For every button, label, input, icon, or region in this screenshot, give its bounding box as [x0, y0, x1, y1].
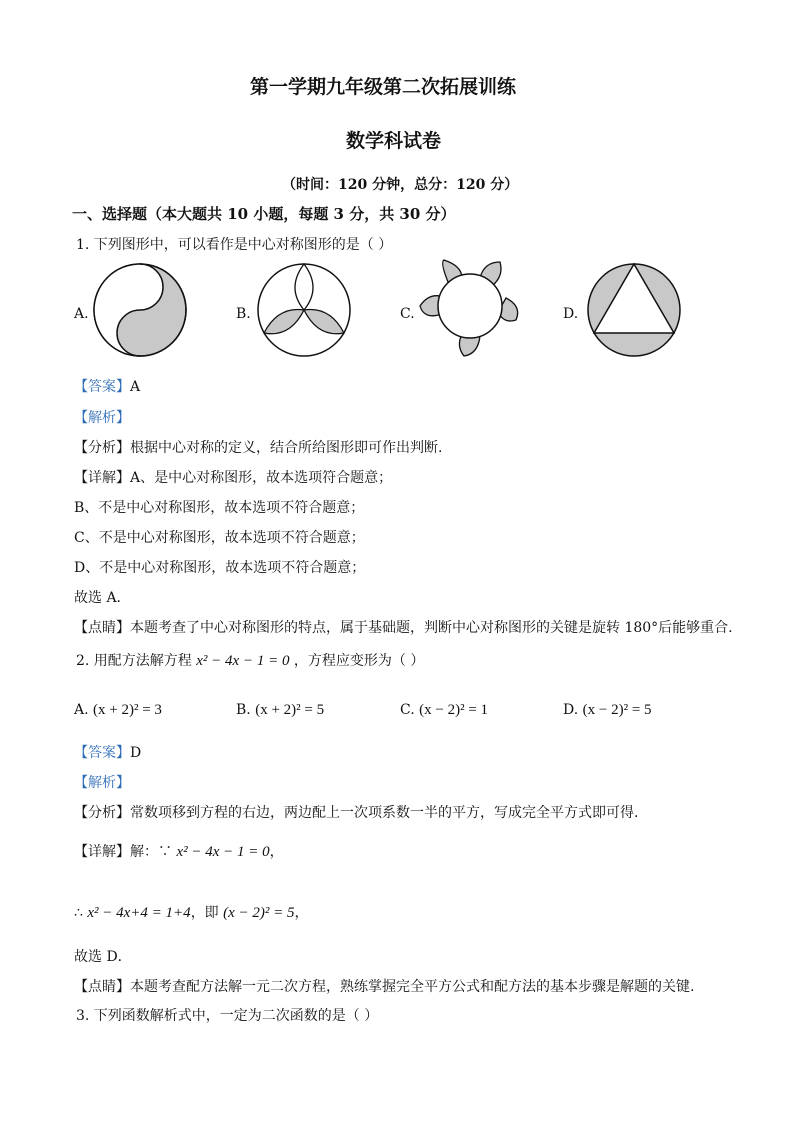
q1-figure-d	[586, 262, 682, 358]
q1-analysis-tag: 【解析】	[74, 410, 130, 426]
option-expr: (x + 2)² = 5	[255, 702, 325, 718]
detail-tag: 【详解】	[74, 470, 130, 486]
detail-equation: x² − 4x − 1 = 0	[176, 844, 270, 860]
q2-comment	[74, 976, 694, 996]
question-1-stem: 1. 下列图形中，可以看作是中心对称图形的是（ ）	[76, 237, 393, 253]
question-3-stem: 3. 下列函数解析式中，一定为二次函数的是（ ）	[76, 1008, 379, 1024]
detail-pre: 解：∵	[130, 844, 172, 860]
q1-detail-line-1	[74, 467, 392, 487]
q2-option-c	[400, 702, 488, 719]
comment-tag: 【点睛】	[74, 979, 130, 995]
option-expr: (x + 2)² = 3	[93, 702, 162, 718]
q2-conclusion: 故选 D．	[74, 949, 132, 965]
q1-detail-line-3: C、不是中心对称图形，故本选项不符合题意；	[74, 530, 365, 546]
q1-fenxi	[74, 437, 442, 457]
q1-option-c-label: C.	[400, 306, 415, 322]
detail-post: ，	[269, 844, 284, 860]
fenxi-tag: 【分析】	[74, 440, 130, 456]
q2-stem-pre: 2. 用配方法解方程	[76, 653, 192, 669]
comment-text: 本题考查了中心对称图形的特点，属于基础题，判断中心对称图形的关键是旋转 180°后能够重合.	[130, 620, 733, 636]
option-expr: (x − 2)² = 5	[582, 702, 652, 718]
q1-option-d-label: D.	[563, 306, 579, 322]
answer-tag: 【答案】	[74, 745, 130, 761]
subject-title: 数学科试卷	[346, 130, 442, 152]
comment-tag: 【点睛】	[74, 620, 130, 636]
q1-conclusion: 故选 A．	[74, 590, 131, 606]
exam-info: （时间：120 分钟，总分：120 分）	[282, 177, 519, 193]
q2-analysis-tag: 【解析】	[74, 775, 130, 791]
step-equation: x² − 4x+4 = 1+4	[87, 905, 191, 921]
answer-tag: 【答案】	[74, 379, 130, 395]
step-post: ，	[294, 905, 309, 921]
q2-option-a	[74, 702, 162, 719]
q2-option-b	[236, 702, 324, 719]
option-label: C.	[400, 702, 415, 718]
q1-figure-b	[256, 262, 352, 358]
q1-option-b-label: B.	[236, 306, 251, 322]
fenxi-text: 根据中心对称的定义，结合所给图形即可作出判断.	[130, 440, 443, 456]
q1-option-a-label: A.	[74, 306, 89, 322]
q1-figure-a	[92, 262, 188, 358]
therefore-sign: ∴	[74, 905, 83, 921]
q1-comment	[74, 617, 733, 637]
q2-fenxi	[74, 802, 638, 822]
q2-equation: x² − 4x − 1 = 0	[196, 653, 290, 669]
option-expr: (x − 2)² = 1	[419, 702, 489, 718]
step-result: (x − 2)² = 5	[223, 905, 295, 921]
q2-option-d	[563, 702, 652, 719]
q1-detail-line-2: B、不是中心对称图形，故本选项不符合题意；	[74, 500, 365, 516]
option-label: D.	[563, 702, 579, 718]
option-label: A.	[74, 702, 89, 718]
section-heading: 一、选择题（本大题共 10 小题，每题 3 分，共 30 分）	[72, 205, 456, 223]
answer-value: D	[130, 745, 142, 761]
q2-answer	[74, 742, 141, 762]
answer-value: A	[130, 379, 141, 395]
question-2-stem	[76, 650, 424, 670]
comment-text: 本题考查配方法解一元二次方程，熟练掌握完全平方公式和配方法的基本步骤是解题的关键.	[130, 979, 695, 995]
option-label: B.	[236, 702, 251, 718]
q1-figure-c	[418, 258, 522, 358]
q2-step	[74, 902, 309, 922]
detail-tag: 【详解】	[74, 844, 130, 860]
detail-text: A、是中心对称图形，故本选项符合题意；	[130, 470, 393, 486]
step-mid: ，即	[190, 905, 219, 921]
q2-stem-post: ，方程应变形为（ ）	[293, 653, 425, 669]
fenxi-tag: 【分析】	[74, 805, 130, 821]
page-title: 第一学期九年级第二次拓展训练	[250, 76, 517, 98]
fenxi-text: 常数项移到方程的右边，两边配上一次项系数一半的平方，写成完全平方式即可得.	[130, 805, 639, 821]
q1-detail-line-4: D、不是中心对称图形，故本选项不符合题意；	[74, 560, 366, 576]
q2-detail	[74, 841, 284, 861]
q1-answer	[74, 376, 140, 396]
